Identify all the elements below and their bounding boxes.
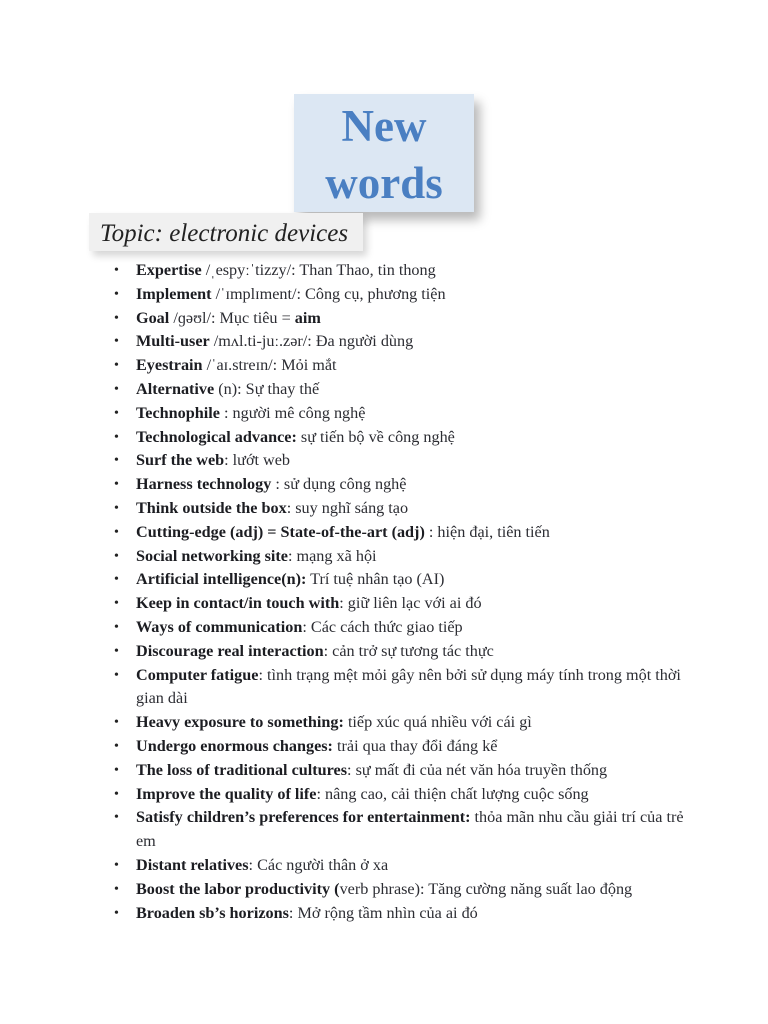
term: Social networking site: [136, 546, 288, 565]
vocabulary-list: [0, 259, 700, 925]
list-item: [0, 878, 700, 902]
list-item: [0, 568, 700, 592]
definition: : hiện đại, tiên tiến: [424, 522, 550, 541]
definition: /ˌespyːˈtizzy/: Than Thao, tin thong: [201, 261, 436, 279]
definition: /ɡəʊl/: Mục tiêu =: [169, 308, 295, 327]
list-item: [0, 640, 700, 664]
term: Ways of communication: [136, 617, 303, 636]
term: Think outside the box: [136, 498, 287, 517]
term: Heavy exposure to something:: [136, 713, 344, 732]
term: Multi-user: [136, 332, 210, 351]
definition: : người mê công nghệ: [219, 403, 366, 422]
definition: verb phrase): Tăng cường năng suất lao động: [339, 879, 633, 898]
term: Satisfy children’s preferences for entertainment:: [136, 808, 471, 827]
list-item: [0, 497, 700, 521]
term: Undergo enormous changes:: [136, 736, 333, 755]
term: Keep in contact/in touch with: [136, 594, 340, 613]
term: Alternative: [136, 379, 215, 398]
title-card: [294, 94, 474, 212]
list-item: [0, 664, 700, 712]
term: Computer fatigue: [136, 665, 259, 684]
term: Implement: [136, 284, 212, 303]
definition: : cản trở sự tương tác thực: [323, 641, 494, 660]
title-line-1: New: [341, 101, 427, 151]
list-item: [0, 854, 700, 878]
definition: /ˈɪmplɪment/: Công cụ, phương tiện: [211, 284, 446, 303]
term: Distant relatives: [136, 855, 249, 874]
term: Technological advance:: [136, 427, 297, 446]
term: Eyestrain: [136, 356, 203, 375]
term: Surf the web: [136, 451, 225, 470]
list-item: [0, 283, 700, 307]
definition: : tình trạng mệt mỏi gây nên bởi sử dụng máy tính trong một thời gian dài: [136, 665, 681, 708]
list-item: [0, 307, 700, 331]
topic-text: Topic: electronic devices: [100, 220, 349, 247]
term: The loss of traditional cultures: [136, 760, 348, 779]
term: Discourage real interaction: [136, 641, 324, 660]
list-item: [0, 759, 700, 783]
definition: : Các người thân ở xa: [248, 855, 389, 874]
list-item: [0, 902, 700, 926]
term: Goal: [136, 308, 170, 327]
title-line-2: words: [325, 158, 443, 208]
definition: : mạng xã hội: [287, 546, 377, 565]
definition: : Mở rộng tầm nhìn của ai đó: [288, 903, 478, 922]
list-item: [0, 735, 700, 759]
term: Artificial intelligence(n):: [136, 570, 307, 589]
definition: : suy nghĩ sáng tạo: [286, 498, 409, 517]
list-item: [0, 545, 700, 569]
term: Cutting-edge (adj) = State-of-the-art (adj): [136, 522, 425, 541]
list-item: [0, 378, 700, 402]
definition: : giữ liên lạc với ai đó: [339, 594, 482, 613]
list-item: [0, 521, 700, 545]
term: Expertise: [136, 261, 202, 279]
list-item: [0, 711, 700, 735]
definition: : nâng cao, cải thiện chất lượng cuộc sống: [316, 784, 589, 803]
definition: /ˈaɪ.streɪn/: Mỏi mắt: [202, 356, 337, 375]
definition: tiếp xúc quá nhiều với cái gì: [343, 713, 532, 732]
list-item: [0, 473, 700, 497]
term: Boost the labor productivity (: [136, 879, 340, 898]
list-item: [0, 806, 700, 854]
list-item: [0, 426, 700, 450]
list-item: [0, 354, 700, 378]
term: Improve the quality of life: [136, 784, 317, 803]
list-item: [0, 592, 700, 616]
definition: thỏa mãn nhu cầu giải trí của trẻ em: [136, 808, 684, 851]
definition: trải qua thay đổi đáng kể: [332, 736, 498, 755]
definition: : sử dụng công nghệ: [271, 475, 407, 494]
definition: : Các cách thức giao tiếp: [302, 617, 463, 636]
list-item: [0, 616, 700, 640]
term: Technophile: [136, 403, 220, 422]
definition: : sự mất đi của nét văn hóa truyền thống: [347, 760, 608, 779]
term: aim: [294, 308, 321, 327]
list-item: [0, 402, 700, 426]
definition: Trí tuệ nhân tạo (AI): [306, 570, 445, 589]
list-item: [0, 783, 700, 807]
definition: /mʌl.ti-juː.zər/: Đa người dùng: [209, 332, 414, 351]
list-item: [0, 449, 700, 473]
list-item: [0, 330, 700, 354]
definition: (n): Sự thay thế: [214, 379, 320, 398]
definition: sự tiến bộ về công nghệ: [296, 427, 455, 446]
term: Broaden sb’s horizons: [136, 903, 289, 922]
definition: : lướt web: [224, 451, 291, 470]
list-item: [0, 259, 700, 283]
topic-heading: [89, 213, 363, 251]
term: Harness technology: [136, 475, 272, 494]
